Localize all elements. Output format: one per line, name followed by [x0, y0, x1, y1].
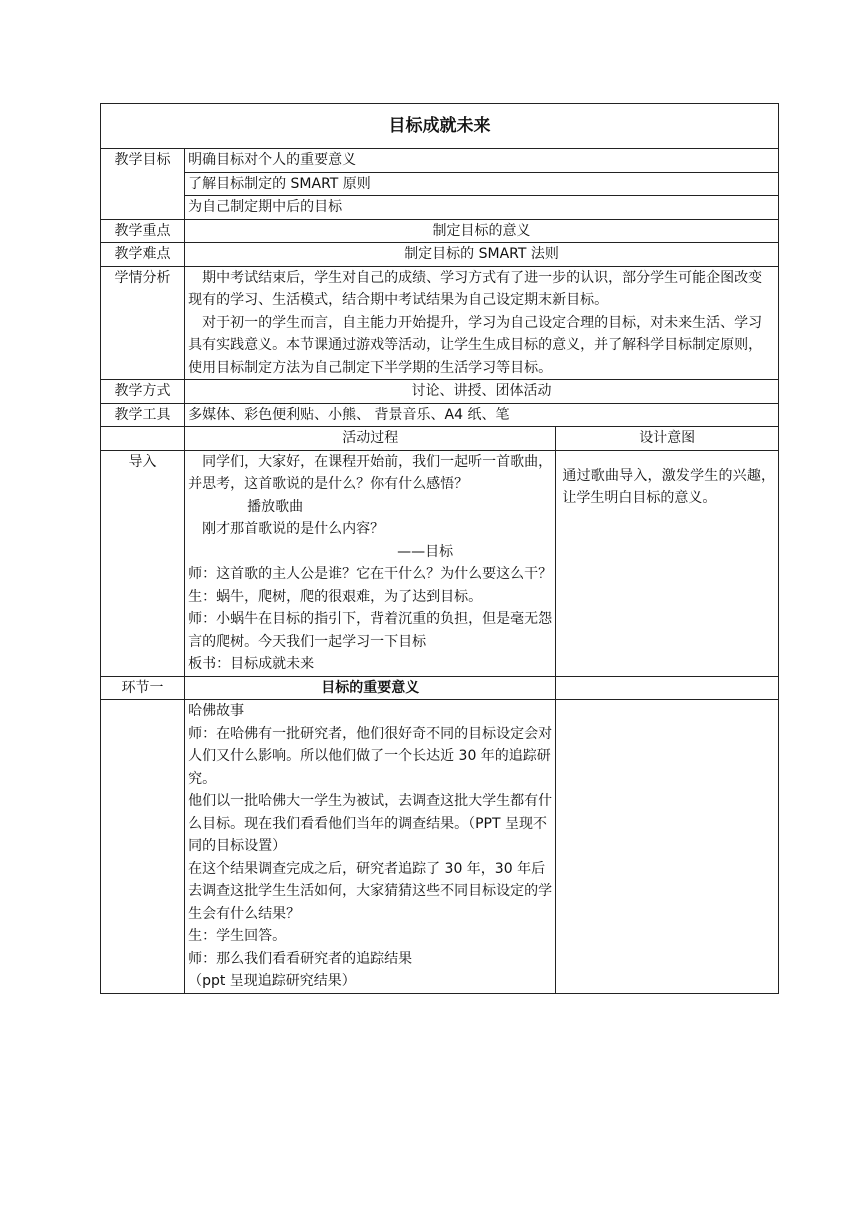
objectives-row-3	[101, 196, 779, 220]
section1-header-row	[101, 676, 779, 700]
intro-line: 刚才那首歌说的是什么内容？	[202, 521, 385, 537]
method-label: 教学方式	[101, 380, 185, 404]
analysis-label: 学情分析	[101, 266, 185, 380]
tools-label: 教学工具	[101, 403, 185, 427]
difficulty-row	[101, 243, 779, 267]
section1-line: （ppt 呈现追踪研究结果）	[188, 973, 356, 989]
intro-line: 同学们，大家好，在课程开始前，我们一起听一首歌曲，并思考，这首歌说的是什么？你有什么感悟？	[188, 453, 553, 492]
lesson-plan-table	[100, 103, 779, 994]
objective-item: 为自己制定期中后的目标	[185, 196, 779, 220]
method-row	[101, 380, 779, 404]
section1-heading: 目标的重要意义	[185, 676, 556, 700]
section1-header-intent	[556, 676, 779, 700]
analysis-paragraph: 期中考试结束后，学生对自己的成绩、学习方式有了进一步的认识，部分学生可能企图改变现有的学习、生活模式，结合期中考试结果为自己设定期末新目标。	[188, 269, 763, 308]
difficulty-value: 制定目标的 SMART 法则	[185, 243, 779, 267]
title-row	[101, 104, 779, 149]
intro-row	[101, 450, 779, 676]
process-header-row	[101, 427, 779, 451]
intro-content	[185, 450, 556, 676]
analysis-row	[101, 266, 779, 380]
analysis-paragraph: 对于初一的学生而言，自主能力开始提升，学习为自己设定合理的目标，对未来生活、学习具有实践意义。本节课通过游戏等活动，让学生生成目标的意义，并了解科学目标制定原则，使用目标制定方法为自己制定下半学期的生活学习等目标。	[188, 314, 763, 376]
section1-content-row	[101, 700, 779, 994]
section1-line: 师：那么我们看看研究者的追踪结果	[188, 950, 413, 967]
section1-line: 生：学生回答。	[188, 928, 287, 944]
tools-row	[101, 403, 779, 427]
section1-content	[185, 700, 556, 994]
objective-item: 了解目标制定的 SMART 原则	[185, 172, 779, 196]
objective-item: 明确目标对个人的重要意义	[185, 149, 779, 173]
intro-line: 师：小蜗牛在目标的指引下，背着沉重的负担，但是毫无怨言的爬树。今天我们一起学习一下目标	[188, 611, 553, 650]
tools-value: 多媒体、彩色便利贴、小熊、 背景音乐、A4 纸、笔	[185, 403, 779, 427]
intro-line: 生：蜗牛，爬树，爬的很艰难，为了达到目标。	[188, 588, 483, 605]
intro-line: 板书：目标成就未来	[188, 656, 315, 672]
section1-line: 师：在哈佛有一批研究者，他们很好奇不同的目标设定会对人们又什么影响。所以他们做了一个长达近 30 年的追踪研究。	[188, 725, 553, 787]
key-point-label: 教学重点	[101, 219, 185, 243]
section1-label: 环节一	[101, 676, 185, 700]
objectives-label: 教学目标	[101, 149, 185, 220]
page-title: 目标成就未来	[101, 104, 779, 149]
section1-line: 哈佛故事	[188, 703, 245, 719]
objectives-row-1	[101, 149, 779, 173]
intro-intent: 通过歌曲导入，激发学生的兴趣，让学生明白目标的意义。	[556, 450, 779, 676]
process-header-blank	[101, 427, 185, 451]
intro-line: ——目标	[397, 543, 454, 560]
section1-label-blank	[101, 700, 185, 994]
intro-label: 导入	[101, 450, 185, 676]
key-point-value: 制定目标的意义	[185, 219, 779, 243]
section1-intent	[556, 700, 779, 994]
difficulty-label: 教学难点	[101, 243, 185, 267]
method-value: 讨论、讲授、团体活动	[185, 380, 779, 404]
intro-line: 播放歌曲	[247, 498, 304, 515]
analysis-content	[185, 266, 779, 380]
section1-line: 在这个结果调查完成之后，研究者追踪了 30 年，30 年后去调查这批学生生活如何，大家猜猜这些不同目标设定的学生会有什么结果？	[188, 860, 553, 922]
intro-line: 师：这首歌的主人公是谁？它在干什么？为什么要这么干？	[188, 566, 553, 582]
process-header-intent: 设计意图	[556, 427, 779, 451]
section1-line: 他们以一批哈佛大一学生为被试，去调查这批大学生都有什么目标。现在我们看看他们当年的调查结果。（PPT 呈现不同的目标设置）	[188, 793, 553, 854]
key-point-row	[101, 219, 779, 243]
objectives-row-2	[101, 172, 779, 196]
process-header-activity: 活动过程	[185, 427, 556, 451]
